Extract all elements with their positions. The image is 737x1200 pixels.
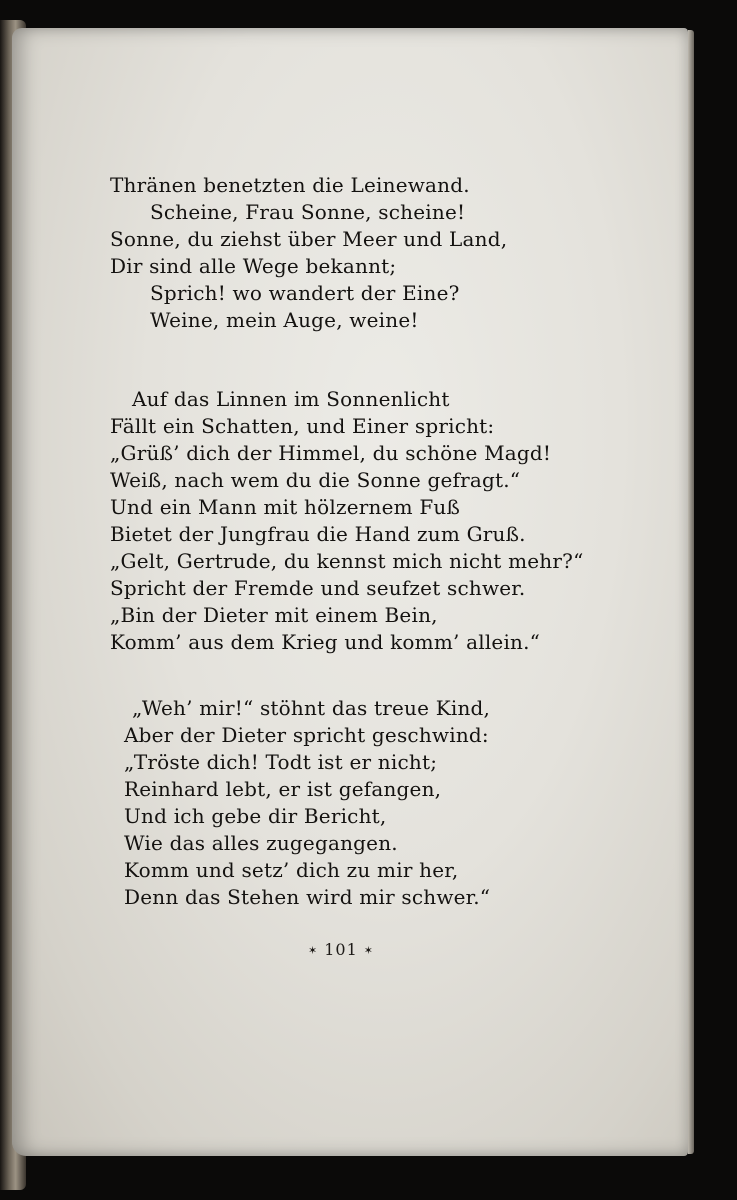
poem-line: „Grüß’ dich der Himmel, du schöne Magd! xyxy=(110,441,552,465)
poem-text xyxy=(110,172,584,911)
poem-line: Reinhard lebt, er ist gefangen, xyxy=(124,777,442,801)
poem-line: „Gelt, Gertrude, du kennst mich nicht mehr?“ xyxy=(110,549,584,573)
poem-line: „Bin der Dieter mit einem Bein, xyxy=(110,603,438,627)
stanza-gap xyxy=(110,656,580,695)
poem-line: Weiß, nach wem du die Sonne gefragt.“ xyxy=(110,468,521,492)
poem-line: Dir sind alle Wege bekannt; xyxy=(110,254,397,278)
poem-line: Sonne, du ziehst über Meer und Land, xyxy=(110,227,508,251)
ornament-star-icon: ✶ xyxy=(308,944,319,957)
poem-line: Komm und setz’ dich zu mir her, xyxy=(124,858,459,882)
poem-line: Und ich gebe dir Bericht, xyxy=(124,804,387,828)
poem-line: Aber der Dieter spricht geschwind: xyxy=(124,723,489,747)
ornament-star-icon: ✶ xyxy=(363,944,374,957)
poem-line: Wie das alles zugegangen. xyxy=(124,831,398,855)
page-right-edge xyxy=(688,30,694,1154)
poem-line: „Weh’ mir!“ stöhnt das treue Kind, xyxy=(132,696,491,720)
poem-line: Scheine, Frau Sonne, scheine! xyxy=(150,200,466,224)
poem-line: Komm’ aus dem Krieg und komm’ allein.“ xyxy=(110,630,541,654)
poem-line: Spricht der Fremde und seufzet schwer. xyxy=(110,576,526,600)
page-number-value: 101 xyxy=(324,940,358,959)
poem-line: Weine, mein Auge, weine! xyxy=(150,308,419,332)
poem-line: „Tröste dich! Todt ist er nicht; xyxy=(124,750,438,774)
poem-line: Und ein Mann mit hölzernem Fuß xyxy=(110,495,461,519)
poem-line: Denn das Stehen wird mir schwer.“ xyxy=(124,885,491,909)
poem-line: Fällt ein Schatten, und Einer spricht: xyxy=(110,414,495,438)
poem-line: Thränen benetzten die Leinewand. xyxy=(110,173,470,197)
poem-line: Auf das Linnen im Sonnenlicht xyxy=(132,387,450,411)
poem-line: Sprich! wo wandert der Eine? xyxy=(150,281,460,305)
stanza-gap xyxy=(110,334,580,386)
poem-line: Bietet der Jungfrau die Hand zum Gruß. xyxy=(110,522,526,546)
page-number xyxy=(296,940,386,959)
